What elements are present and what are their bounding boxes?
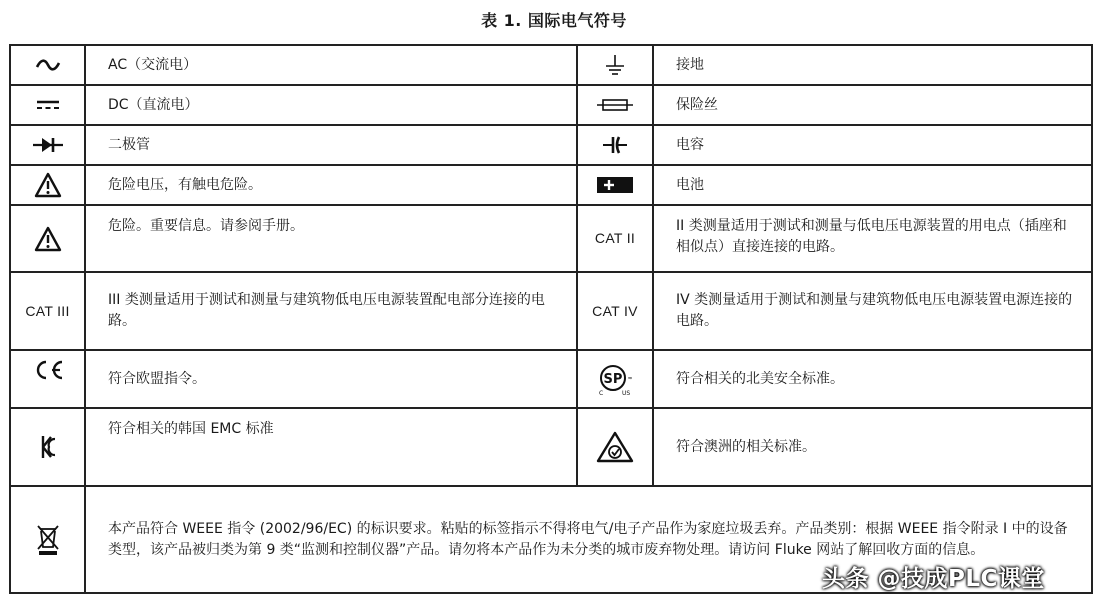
capacitor-icon [577, 125, 653, 165]
ac-description: AC（交流电） [85, 45, 577, 85]
table-title: 表 1. 国际电气符号 [481, 11, 627, 30]
fuse-description: 保险丝 [653, 85, 1092, 125]
diode-icon [10, 125, 85, 165]
table-row [10, 408, 1092, 486]
kc-description: 符合相关的韩国 EMC 标准 [85, 408, 577, 486]
warning-triangle-icon [10, 165, 85, 205]
weee-bin-icon [10, 486, 85, 593]
ground-description: 接地 [653, 45, 1092, 85]
hazardous-voltage-description: 危险电压，有触电危险。 [85, 165, 577, 205]
table-row [10, 165, 1092, 205]
svg-text:C: C [599, 390, 604, 397]
csa-description: 符合相关的北美安全标准。 [653, 350, 1092, 408]
table-row [10, 205, 1092, 272]
cat-iii-description: III 类测量适用于测试和测量与建筑物低电压电源装置配电部分连接的电路。 [85, 272, 577, 350]
cat-iv-symbol: CAT IV [577, 272, 653, 350]
svg-text:US: US [622, 390, 631, 397]
ce-mark-icon [10, 350, 85, 408]
dc-icon [10, 85, 85, 125]
table-row [10, 125, 1092, 165]
csa-mark-icon [577, 350, 653, 408]
table-row [10, 45, 1092, 85]
watermark: 头条 @技成PLC课堂 [822, 566, 1045, 592]
battery-description: 电池 [653, 165, 1092, 205]
warning-triangle-icon [10, 205, 85, 272]
svg-text:SP: SP [603, 372, 623, 387]
fuse-icon [577, 85, 653, 125]
table-row [10, 272, 1092, 350]
ac-tilde-icon [10, 45, 85, 85]
table-row [10, 350, 1092, 408]
ground-icon [577, 45, 653, 85]
kc-mark-icon [10, 408, 85, 486]
electrical-symbols-table [9, 44, 1093, 594]
cat-ii-symbol: CAT II [577, 205, 653, 272]
weee-description: 本产品符合 WEEE 指令 (2002/96/EC) 的标识要求。粘贴的标签指示不得将电气/电子产品作为家庭垃圾丢弃。产品类别：根据 WEEE 指令附录 I 中的设备类型，该产品被归类为第 9 类“监测和控制仪器”产品。请勿将本产品作为未分类的城市废弃物处理。请访问 Fluke 网站了解回收方面的信息。 [85, 486, 1092, 593]
rcm-description: 符合澳洲的相关标准。 [653, 408, 1092, 486]
ce-description: 符合欧盟指令。 [85, 350, 577, 408]
cat-iv-description: IV 类测量适用于测试和测量与建筑物低电压电源装置电源连接的电路。 [653, 272, 1092, 350]
battery-icon [577, 165, 653, 205]
cat-ii-description: II 类测量适用于测试和测量与低电压电源装置的用电点（插座和相似点）直接连接的电路。 [653, 205, 1092, 272]
dc-description: DC（直流电） [85, 85, 577, 125]
cat-iii-symbol: CAT III [10, 272, 85, 350]
capacitor-description: 电容 [653, 125, 1092, 165]
table-row [10, 85, 1092, 125]
danger-description: 危险。重要信息。请参阅手册。 [85, 205, 577, 272]
svg-text:≈: ≈ [627, 375, 633, 382]
diode-description: 二极管 [85, 125, 577, 165]
rcm-mark-icon [577, 408, 653, 486]
